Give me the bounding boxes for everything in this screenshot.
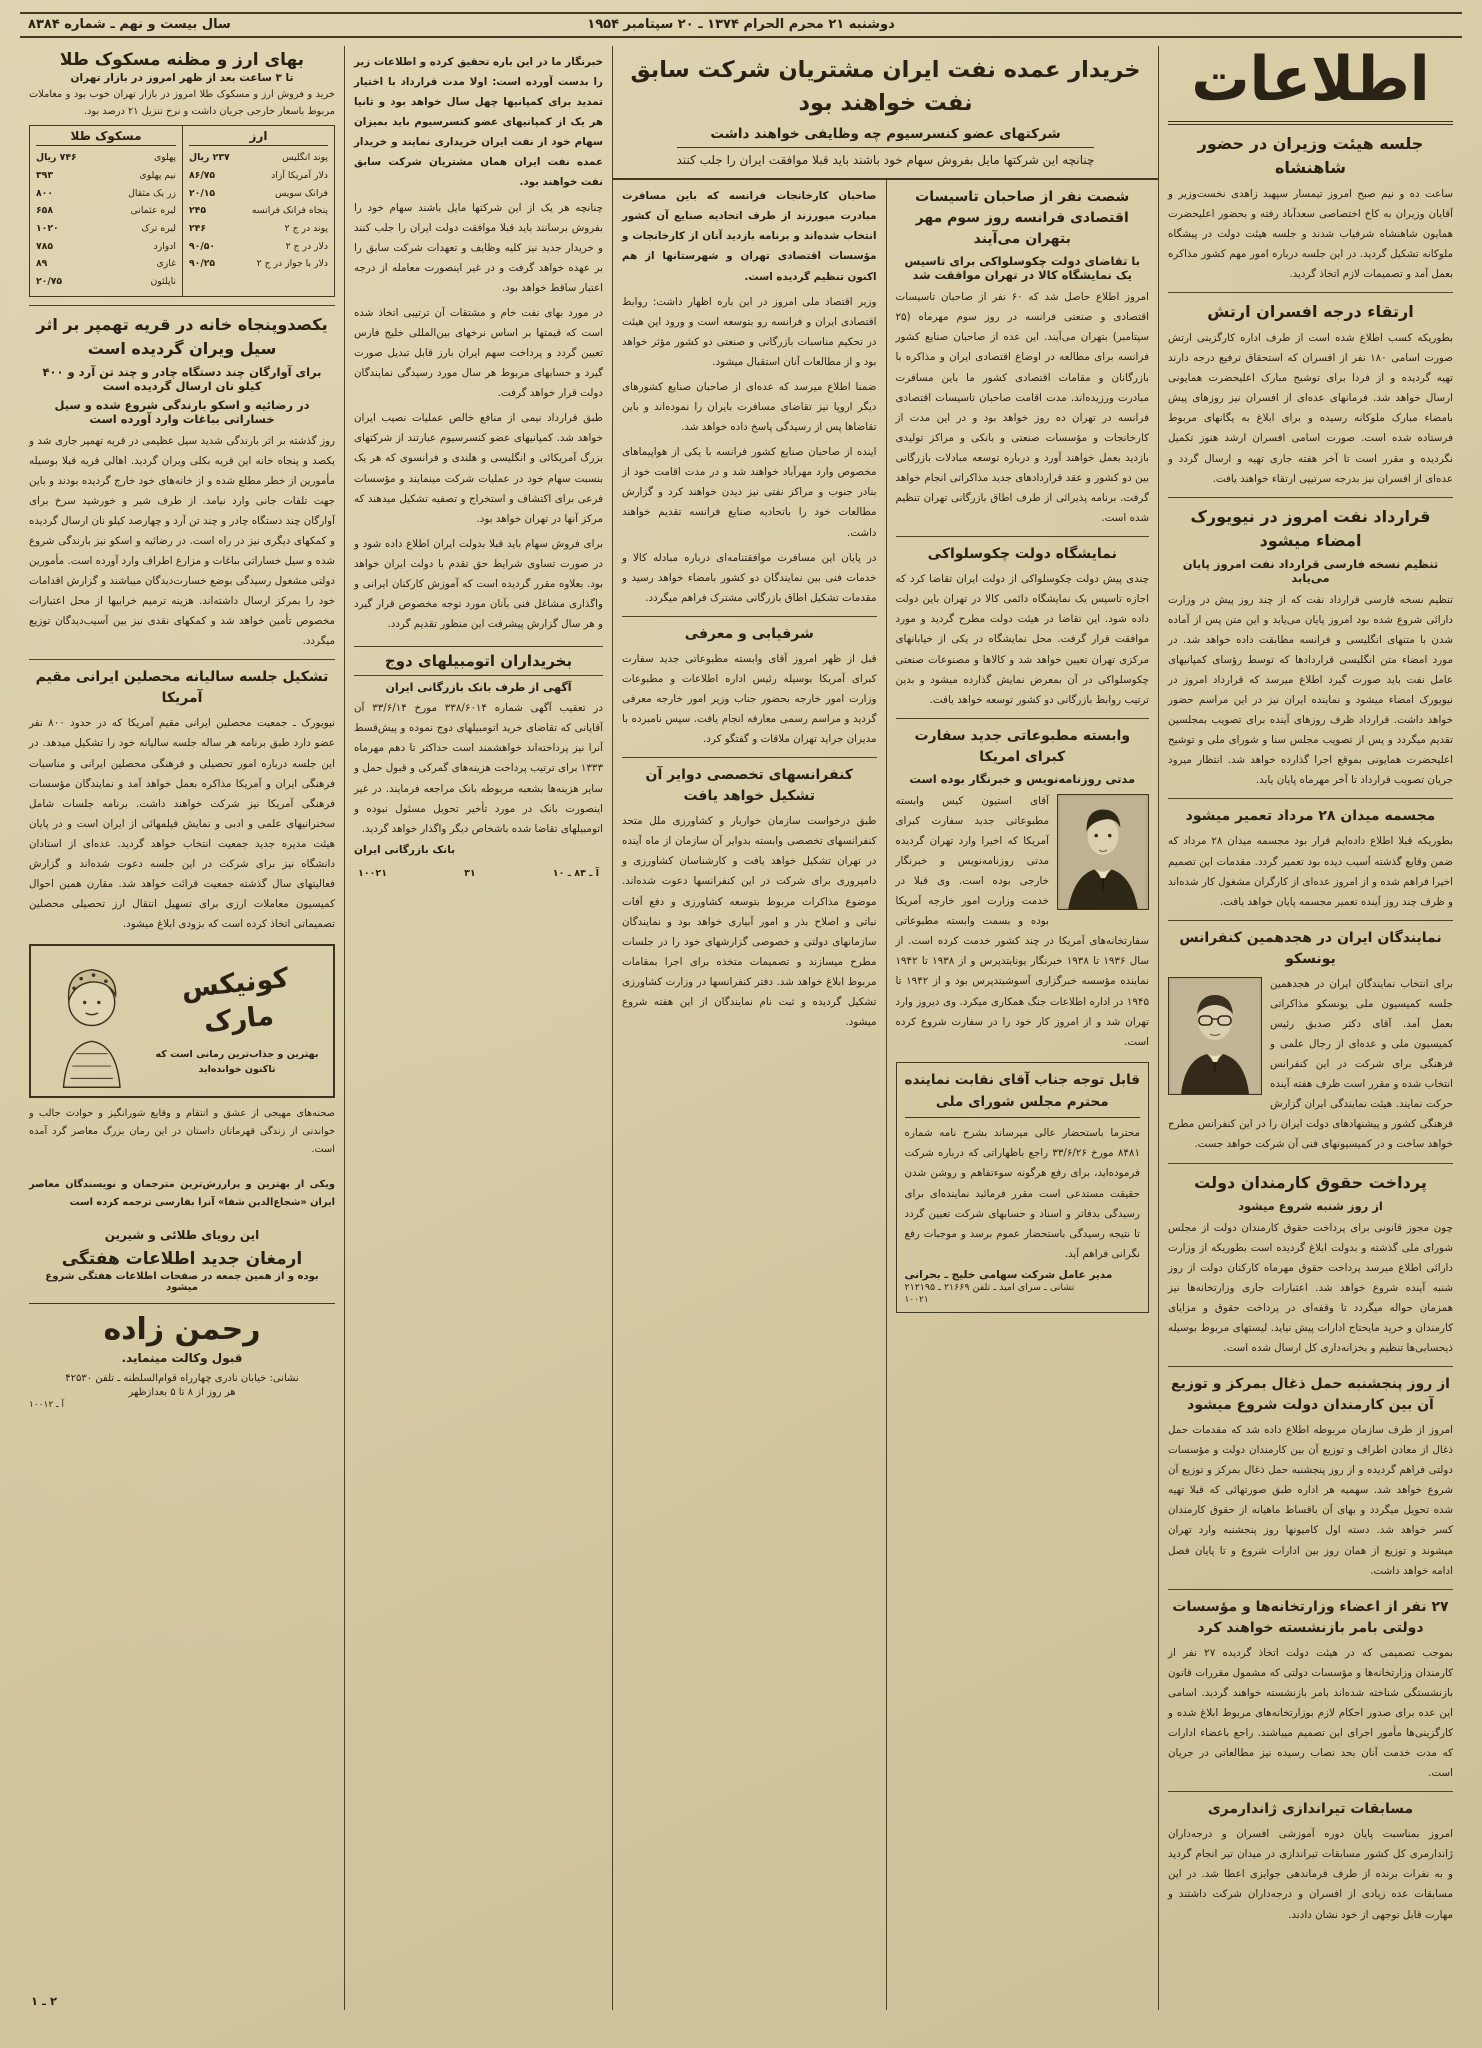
article-subtitle-2: در رضائیه و اسکو بارندگی شروع شده و سیل خساراتی بباغات وارد آورده است [54,397,310,426]
man-with-glasses-portrait [1169,978,1261,1094]
article-title: ۲۷ نفر از اعضاء وزارتخانه‌ها و مؤسسات دولتی بامر بازنشسته خواهند کرد [1172,1598,1449,1636]
novel-promo-paragraph: صحنه‌های مهیجی از عشق و انتقام و وقایع شورانگیز و حوادث جالب و خواندنی از زندگی قهرمانان داستان در این رمان بزرگ معاصر گرد آمده است. [29,1108,335,1156]
price-row [36,255,176,273]
middle-paragraph: اینده از صاحبان صنایع کشور فرانسه با یکی از هواپیماهای مخصوص وارد مهرآباد خواهند شد و در مدت اقامت خود از بنادر جنوب و مراکز نفتی نیز دیدن خواهند کرد و گزارش مطالعات خود را باتحادیه صنایع فرانسه تقدیم خواهند داشت. [622,446,877,539]
article-body: قبل از ظهر امروز آقای وابسته مطبوعاتی جدید سفارت کبرای آمریکا بوسیله رئیس اداره اطلاعات و مطبوعات وزارت امور خارجه بحضور جناب وزیر امور خارجه معرفی گردید و مراسم رسمی معارفه انجام یافت. سپس نامبرده با مدیران جراید تهران ملاقات و گفتگو کرد. [622,652,877,746]
article-body: چون مجوز قانونی برای پرداخت حقوق کارمندان دولت از مجلس شورای ملی گذشته و بدولت ابلاغ گردیده است بطوریکه از وزارت دارائی اطلاع میرسد پرداخت حقوق مهرماه کارکنان دولت از روز شنبه آینده شروع خواهد شد. اعتبارات جاری وزارتخانه‌ها نیز همزمان حواله میگردد تا وقفه‌ای در پرداخت حقوق و مزایای کارمندان و خرید مایحتاج ادارات پیش نیاید. لیستهای مربوط بوسیله ذیحسابی‌ها تنظیم و بخزانه‌داری کل ارسال شده است. [1168,1221,1453,1354]
article-retirements [1168,1589,1453,1784]
notice-ad-code: ۱۰۰۲۱ [904,1294,929,1305]
article-title: مجسمه میدان ۲۸ مرداد تعمیر میشود [1185,808,1436,825]
novel-title-calligraphy: کونیکس مارک [179,962,291,1039]
price-row [189,185,328,203]
ad-codes-row [354,868,603,879]
price-value: ۷۸۵ [36,240,54,252]
novel-promo-box [29,944,335,1098]
price-row [189,202,328,220]
masthead-title: اطلاعات [1191,46,1430,116]
article-subtitle: از روز شنبه شروع میشود [1238,1198,1383,1213]
article-body: برای انتخاب نمایندگان ایران در هجدهمین جلسه کمیسیون ملی یونسکو مذاکراتی بعمل آمد. آقای دکتر صدیق رئیس کمیسیون ملی و عده‌ای از رجال علمی و فرهنگی برای شرکت در این کنفرانس انتخاب شده و مقرر است ظرف هفته آینده حرکت نمایند. هیئت نمایندگی ایران گزارش فرهنگی کشور و پیشنهادهای دولت ایران را در این کنفرانس مطرح خواهد ساخت و در کمیسیونهای فنی آن شرکت خواهد جست. [1168,977,1453,1151]
ad-code: ۳۱ [464,867,476,879]
weekly-ettelaat-promo-body: بوده و از همین جمعه در صفحات اطلاعات هفتگی شروع میشود [45,1271,319,1294]
price-name: فرانک سویس [274,187,328,199]
article-body: بطوریکه قبلا اطلاع داده‌ایم قرار بود مجسمه میدان ۲۸ مرداد که ضمن وقایع گذشته آسیب دیده بود تعمیر گردد. مقدمات این تصمیم اخیرا فراهم شده و از امروز عده‌ای از کارگران مشغول کار شده‌اند و ظرف چند روز آینده تعمیر مجسمه پایان خواهد یافت. [1168,835,1453,908]
middle-paragraph: صاحبان کارخانجات فرانسه که باین مسافرت مبادرت میورزند از طرف اتحادیه صنایع آن کشور انتخاب شده‌اند و برنامه بازدید آنان از کارخانجات و مؤسسات اقتصادی تهران و شهرستانها از هم اکنون تنظیم گردیده است. [622,190,877,283]
article-title: قرارداد نفت امروز در نیویورک امضاء میشود [1190,506,1431,550]
column-middle-center [613,180,886,2010]
article-unesco-delegates [1168,920,1453,1155]
article-us-press-attache [896,718,1150,1052]
prices-title: بهای ارز و مظنه مسکوک طلا [59,50,305,70]
lead-story-title: خریدار عمده نفت ایران مشتریان شرکت سابق نفت خواهند بود [630,57,1141,116]
lead-story-subtitle-2: چنانچه این شرکتها مایل بفروش سهام خود باشند باید قبلا موافقت ایران را جلب کنند [677,147,1095,167]
dodge-ad-signature: بانک بازرگانی ایران [354,843,456,856]
rahmanzadeh-hours: هر روز از ۸ تا ۵ بعدازظهر [128,1386,236,1398]
price-row [36,238,176,256]
lead-story-subtitle-1: شرکتهای عضو کنسرسیوم چه وظایفی خواهند داشت [710,126,1061,143]
novel-promo-text [147,962,327,1077]
middle-paragraph: ضمنا اطلاع میرسد که عده‌ای از صاحبان صنایع کشورهای دیگر اروپا نیز تقاضای مسافرت بایران را نموده‌اند و باین تقاضاها پس از رسیدگی پاسخ داده خواهد شد. [622,380,877,434]
article-title: کنفرانسهای تخصصی دوایر آن تشکیل خواهد یافت [645,767,853,805]
price-row [36,273,176,291]
gold-coins-group [30,126,182,295]
price-value: ۲۳۷ ریال [189,152,230,164]
currency-group-header: ارز [189,129,328,146]
price-value: ۶۵۸ [36,205,54,217]
article-title: مسابقات تیراندازی ژاندارمری [1207,1801,1414,1818]
article-body: روز گذشته بر اثر بارندگی شدید سیل عظیمی در قریه تهمپر جاری شد و یکصد و پنجاه خانه این قریه بکلی ویران گردید. اهالی قریه قبلا بوسیله مأمورین از خطر مطلع شده و از خانه‌های خود خارج گردیده بودند و باین جهت تلفات جانی وارد نیامد. از طرف شیر و خورشید سرخ برای آوارگان چند دستگاه چادر و چند تن آرد و چهارصد کیلو نان ارسال گردیده و کمکهای دیگری نیز در راه است. در رضائیه و اسکو نیز بارندگی شروع شده و سیل خساراتی بباغات و مزارع اطراف وارد آورده است. مأمورین دولتی مشغول رسیدگی بوضع خسارت‌دیدگان میباشند و گزارش اقدامات خود را بمرکز ارسال داشته‌اند. هزینه ترمیم خرابیها از محل اعتبارات مخصوص تأمین خواهد شد و کمکهای نقدی نیز بین آسیب‌دیدگان توزیع میگردد. [29,434,335,648]
woman-illustration [37,952,143,1090]
novel-promo-caption: بهترین و جذاب‌ترین رمانی است که تاکنون خوانده‌اید [155,1048,319,1075]
exchange-rates-table [29,125,335,296]
notice-box-naghabat [896,1062,1150,1313]
oil-story-paragraph: خبرنگار ما در این باره تحقیق کرده و اطلاعات زیر را بدست آورده است: اولا مدت قرارداد با اختیار تمدید برای کمپانیها چهل سال خواهد بود و ثانیا هر یک از کمپانیهای عضو کنسرسیوم باید بمیزان سهام خود از نفت ایران خریداری نمایند و خریدار عمده نفت ایران همان مشتریان شرکت سابق نفت خواهند بود. [354,56,603,189]
article-title: وابسته مطبوعاتی جدید سفارت کبرای امریکا [914,727,1131,765]
article-body: امروز بمناسبت پایان دوره آموزشی افسران و درجه‌داران ژاندارمری کل کشور مسابقات تیراندازی در میدان تیر انجام گردید و به نفرات برنده از طرف فرماندهی جوایزی اعطا شد. در این مسابقات عده زیادی از افسران و درجه‌داران شرکت داشتند و مهارت قابل توجهی از خود نشان دادند. [1168,1828,1453,1921]
price-row [189,167,328,185]
weekly-ettelaat-promo-title: ارمغان جدید اطلاعات هفتگی [61,1249,303,1270]
article-title: شرفیابی و معرفی [684,625,814,642]
article-body: تنظیم نسخه فارسی قرارداد نفت که از چند روز پیش در وزارت دارائی شروع شده بود امروز پایان می‌یابد و این متن پس از آماده شدن با متنهای انگلیسی و فرانسه مطابقت داده خواهد شد. در مورد امضاء متن انگلیسی قراردادها که توسط رؤسای کمپانیهای عامل نفت باید صورت گیرد اطلاع میرسد که قرارداد امروز در نیویورک امضاء میشود و نماینده ایران نیز در این مراسم حضور خواهد داشت. قرارداد ظرف روزهای آینده برای تصویب بمجلسین تقدیم میگردد و پس از تصویب مجلس سنا و شورای ملی و توشیح اعلیحضرت همایونی بموقع اجرا گذارده خواهد شد. انتظار میرود جریان تصویب قرارداد تا آخر مهرماه پایان یابد. [1168,593,1453,787]
oil-story-paragraph: در مورد بهای نفت خام و مشتقات آن ترتیبی اتخاذ شده است که قیمتها بر اساس نرخهای بین‌المللی خلیج فارس تعیین گردد و پرداخت سهم ایران بارز قابل تبدیل صورت گیرد و حسابهای مربوط هر سال مورد رسیدگی نمایندگان دولت قرار خواهد گرفت. [354,306,603,400]
oil-story-paragraph: برای فروش سهام باید قبلا بدولت ایران اطلاع داده شود و در صورت تساوی شرایط حق تقدم با دولت ایران خواهد بود. بعلاوه مقرر گردیده است که آموزش کارکنان ایرانی و واگذاری مشاغل فنی بآنان مورد توجه مخصوص قرار گیرد و هر سال گزارش پیشرفت این منظور تقدیم گردد. [354,537,603,631]
article-body: ساعت ده و نیم صبح امروز تیمسار سپهبد زاهدی نخست‌وزیر و آقایان وزیران به کاخ اختصاصی سعدآباد رفته و بحضور اعلیحضرت همایون شاهنشاه شرفیاب شدند و جلسه هیئت دولت در پیشگاه ملوکانه تشکیل گردید. در این جلسه درباره امور مهم کشور مذاکره بعمل آمد و تصمیمات لازم اتخاذ گردید. [1168,187,1453,280]
price-row [189,238,328,256]
price-name: پهلوی [153,152,176,164]
column-middle-right [886,180,1159,2010]
price-name: پوند در ج ۲ [284,222,328,234]
article-french-industrialists [896,187,1150,528]
article-subtitle: با تقاضای دولت چکوسلواکی برای تاسیس یک نمایشگاه کالا در تهران موافقت شد [904,254,1141,283]
masthead [1168,46,1453,125]
price-row [189,149,328,167]
article-flood-village [29,305,335,652]
column-middle-left [344,46,612,2010]
middle-paragraph: در پایان این مسافرت موافقتنامه‌ای درباره مبادله کالا و خدمات فنی بین نمایندگان دو کشور بامضاء خواهد رسید و مقدمات تشکیل اطاق بازرگانی مشترک فراهم میگردد. [622,551,877,604]
price-name: دلار در ج ۲ [285,240,328,252]
gold-currency-prices [29,50,335,297]
article-body: امروز از طرف سازمان مربوطه اطلاع داده شد که مقدمات حمل ذغال از معادن اطراف و توزیع آن بین کارمندان دولت و مؤسسات دولتی فراهم گردیده و از روز پنجشنبه حمل ذغال بمرکز و توزیع آن شروع خواهد شد. سهمیه هر اداره طبق صورتهائی که قبلا تهیه شده تحویل میگردد و بهای آن باقساط ماهیانه از حقوق کارمندان کسر خواهد شد. دسته اول کامیونها روز پنجشنبه وارد تهران میشوند و توزیع از همان روز بین ادارات شروع و تا پایان فصل ادامه خواهد داشت. [1168,1424,1453,1577]
price-name: لیره ترک [141,222,176,234]
price-value: ۳۹۳ [36,169,54,181]
article-title: یکصدوپنجاه خانه در قریه تهمپر بر اثر سیل ویران گردیده است [36,314,328,358]
middle-column-pair [613,180,1158,2010]
notice-body: محترما باستحضار عالی میرساند بشرح نامه شماره ۸۴۸۱ مورخ ۳۳/۶/۲۶ راجع باظهاراتی که درباره شرکت فرموده‌اید، برای رفع هرگونه سوءتفاهم و روشن شدن حقیقت مستدعی است مقرر فرمائید نماینده‌ای برای رسیدگی بدفاتر و اسناد و حسابهای شرکت تعیین گردد تا نتیجه رسیدگی باستحضار عموم برسد و موجبات رفع نگرانی فراهم آید. [904,1127,1140,1260]
gold-coins-group-header: مسکوک طلا [36,129,176,146]
article-body: چندی پیش دولت چکوسلواکی از دولت ایران تقاضا کرد که اجازه تاسیس یک نمایشگاه دائمی کالا در تهران باین دولت داده شود. این تقاضا در هیئت دولت مطرح گردید و مورد موافقت قرار گرفت. محل نمایشگاه در یکی از خیابانهای مرکزی تهران تعیین خواهد شد و کالاها و مصنوعات صنعتی چکوسلواکی در آن بمعرض نمایش گذارده میشود و بدین ترتیب روابط بازرگانی دو کشور توسعه خواهد یافت. [895,573,1149,706]
price-row [36,167,176,185]
ad-code: آ ـ ۸۳ ـ ۱۰ [552,867,599,879]
dodge-ad-subtitle: آگهی از طرف بانک بازرگانی ایران [385,681,572,695]
article-body: بموجب تصمیمی که در هیئت دولت اتخاذ گردیده ۲۷ نفر از کارمندان وزارتخانه‌ها و مؤسسات دولتی که مشمول مقررات قانون بازنشستگی شناخته شده‌اند بامر بازنشسته خواهند گردید. اسامی این عده برای صدور احکام لازم بوزارتخانه‌های مربوط ابلاغ شده و کارگزینی‌ها مأمور اجرای این تصمیم میباشند. راجع باعضاء ادارات که مدت خدمت آنان بحد نصاب رسیده نیز مطالعاتی در جریان است. [1168,1646,1453,1780]
ad-code: ۱۰۰۲۱ [358,867,388,879]
article-subtitle: مدتی روزنامه‌نویس و خبرنگار بوده است [909,771,1136,786]
price-row [189,255,328,273]
price-name: پوند انگلیس [282,152,328,164]
price-value: ۹۰/۵۰ [189,240,216,252]
price-row [36,149,176,167]
article-army-officers [1168,292,1453,489]
price-value: ۸۰۰ [36,187,54,199]
price-name: نیم پهلوی [139,169,176,181]
page-top-bar [20,12,1462,38]
article-introduction-ceremony [622,616,877,749]
article-title: پرداخت حقوق کارمندان دولت [1194,1172,1427,1192]
price-name: پنجاه فرانک فرانسه [251,205,328,217]
oil-story-paragraph: طبق قرارداد نیمی از منافع خالص عملیات نصیب ایران خواهد شد. کمپانیهای عضو کنسرسیوم عبارتند از شرکتهای بزرگ آمریکائی و انگلیسی و هلندی و فرانسوی که هر یک بنسبت سهام خود در عملیات شرکت مینمایند و مؤسسات فرعی برای اکتشاف و استخراج و تصفیه تشکیل میدهند که مرکز آنها در تهران خواهد بود. [354,412,603,525]
rahmanzadeh-ad [29,1303,335,1410]
article-title: شصت نفر از صاحبان تاسیسات اقتصادی فرانسه روز سوم مهر بتهران می‌آیند [915,189,1130,248]
oil-story-paragraph: چنانچه هر یک از این شرکتها مایل باشند سهام خود را بفروش برسانند باید قبلا موافقت دولت ایران را جلب کنند و خریدار جدید نیز کلیه وظایف و تعهدات شرکت سابق را بر عهده خواهد گرفت و در غیر اینصورت معامله از درجه اعتبار ساقط خواهد بود. [354,201,603,294]
column-right [1158,46,1462,2010]
lead-story-headline-block [613,46,1158,180]
price-value: ۷۴۶ ریال [36,152,77,164]
dodge-ad-title: بخریداران اتومبیلهای دوج [354,646,603,676]
article-statue-repair [1168,798,1453,911]
price-name: ادوارد [153,240,176,252]
date-line: دوشنبه ۲۱ محرم الحرام ۱۳۷۴ ـ ۲۰ سپتامبر ۱۹۵۴ [587,17,895,32]
article-title: نمایندگان ایران در هجدهمین کنفرانس یونسکو [1179,929,1442,967]
article-body: آقای استیون کیس وابسته مطبوعاتی جدید سفارت کبرای آمریکا که اخیرا وارد تهران گردیده مدتی روزنامه‌نویس و خبرنگار خارجی بوده است. وی قبلا در خدمت وزارت امور خارجه آمریکا بوده و بسمت وابسته مطبوعاتی سفارتخانه‌های آمریکا در چند کشور خدمت کرده است. از سال ۱۹۳۶ تا ۱۹۳۸ خبرنگار یونایتدپرس و از ۱۹۳۸ تا ۱۹۴۲ نماینده مؤسسه خبرگزاری آسوشیتدپرس بود و از ۱۹۴۲ تا ۱۹۴۵ در اداره اطلاعات جنگ همکاری میکرد. وی دیروز وارد تهران شد و از امروز کار خود را در سفارت شروع کرده است. [895,794,1149,1048]
article-body: نیویورک ـ جمعیت محصلین ایرانی مقیم آمریکا که در حدود ۸۰۰ نفر عضو دارد طبق برنامه هر ساله جلسه سالیانه خود را تشکیل میدهد. در این جلسه درباره امور تحصیلی و فرهنگی محصلین ایرانی و مناسبات فرهنگی ایران و آمریکا مذاکره بعمل خواهد آمد و نمایندگان مؤسسات فرهنگی آمریکا نیز شرکت خواهند داشت. برنامه جلسات شامل سخنرانیهای علمی و ادبی و نمایش فیلمهائی از ایران است و در پایان هیئت مدیره جدید جمعیت انتخاب خواهد گردید. عده‌ای از استادان دانشگاه نیز برای شرکت در این جلسه دعوت شده‌اند و گزارش فعالیتهای سال گذشته جمعیت قرائت خواهد شد. مقارن همین احوال کمیسیون معاملات ارزی برای تسهیل انتقال ارز تحصیلی محصلین تصمیماتی اتخاذ کرده است که بزودی ابلاغ میشود. [29,717,335,931]
novel-tagline: این رویای طلائی و شیرین [104,1228,260,1243]
article-title: نمایشگاه دولت چکوسلواکی [927,546,1117,563]
article-subtitle: تنظیم نسخه فارسی قرارداد نفت امروز پایان می‌یابد [1182,556,1439,585]
article-coal-distribution [1168,1366,1453,1581]
article-body: طبق درخواست سازمان خواربار و کشاورزی ملل متحد کنفرانسهای تخصصی وابسته بدوایر آن سازمان از ماه آینده در تهران تشکیل خواهد یافت و کارشناسان کشاورزی و دامپروری برای شرکت در این کنفرانسها دعوت شده‌اند. موضوع مذاکرات مربوط بتوسعه کشاورزی و دفع آفات نباتی و اصلاح بذر و امور آبیاری خواهد بود و نمایندگان سازمانهای دولتی و خصوصی گزارشهای خود را در جلسات مطرح میسازند و تصمیمات متخذه برای اجرا بمقامات مربوط ابلاغ خواهد شد. دفتر کنفرانسها در وزارت کشاورزی تشکیل گردیده و ثبت نام نمایندگان از این هفته شروع میشود. [622,815,877,1028]
price-name: دلار آمریکا آزاد [271,169,328,181]
currency-group [182,126,334,295]
issue-info: سال بیست و نهم ـ شماره ۸۳۸۴ [28,17,231,32]
article-gendarmerie-shooting [1168,1791,1453,1924]
article-title: تشکیل جلسه سالیانه محصلین ایرانی مقیم آمریکا [35,669,329,707]
rahmanzadeh-address: نشانی: خیابان نادری چهارراه قوام‌السلطنه ـ تلفن ۴۲۵۳۰ [65,1372,299,1384]
article-body: امروز اطلاع حاصل شد که ۶۰ نفر از صاحبان تاسیسات اقتصادی و صنعتی فرانسه در روز سوم مهرماه (۲۵ سپتامبر) بتهران می‌آیند. این عده از صاحبان صنایع کشور فرانسه برای مطالعه در اوضاع اقتصادی ایران و مذاکره با بازرگانان و مقامات اقتصادی کشور ما باین مسافرت مبادرت ورزیده‌اند. مدت اقامت صاحبان تاسیسات اقتصادی فرانسه در تهران ده روز خواهد بود و در این مدت از کارخانجات و مؤسسات صنعتی و بانکی و مراکز تولیدی بازدید بعمل خواهند آورد و درباره توسعه مبادلات بازرگانی بین دو کشور و عقد قراردادهای جدید مذاکراتی انجام خواهد گرفت. برنامه پذیرائی از طرف اطاق بازرگانی تهران تنظیم شده است. [895,291,1149,525]
article-oil-contract-newyork [1168,497,1453,791]
price-row [189,220,328,238]
page-columns [20,46,1462,2010]
price-value: ۲۴۶ [189,222,207,234]
woman-line-art [37,952,143,1090]
price-value: ۱۰۲۰ [36,222,59,234]
man-in-suit-portrait [1058,795,1148,909]
rahmanzadeh-ad-code: آ ـ ۱۰۰۱۲ [29,1399,65,1410]
article-title: جلسه هیئت وزیران در حضور شاهنشاه [1197,133,1424,177]
column-left [20,46,344,2010]
prices-body: خرید و فروش ارز و مسکوک طلا امروز در بازار تهران خوب بود و معاملات مربوط باسعار خارجی جریان داشت و نرخ تنزیل ۲۱ درصد بود. [29,89,335,117]
article-iranian-students-usa [29,659,335,934]
price-row [36,220,176,238]
article-specialized-conferences [622,757,877,1032]
article-body: بطوریکه کسب اطلاع شده است از طرف اداره کارگزینی ارتش صورت اسامی ۱۸۰ نفر از افسران که استحقاق ترفیع درجه دارند تهیه گردیده و از فردا برای توشیح مبارک اعلیحضرت همایونی ارسال خواهد شد. فرمانهای عده‌ای از افسران نیز روزهای پیش بامضاء مبارک ملوکانه رسیده و برای ابلاغ به یگانهای مربوط فرستاده شده است. صورت اسامی افسران ارشد هنوز تکمیل نگردیده و مقرر است تا آخر هفته جاری تهیه و ارسال گردد و عده‌ای از افسران نیز بدرجه سرتیپی ارتقاء خواهند یافت. [1168,332,1453,485]
price-name: لیره عثمانی [130,205,176,217]
price-row [36,185,176,203]
price-value: ۸۶/۷۵ [189,169,216,181]
dodge-ad-body: در تعقیب آگهی شماره ۳۳۸/۶۰۱۴ مورخ ۳۳/۶/۱۴ آن آقایانی که تقاضای خرید اتومبیلهای دوج نموده و پیش‌قسط آنرا نیز پرداخته‌اند خواهشمند است حداکثر تا دهم مهرماه ۱۳۳۳ برای ترتیب پرداخت هزینه‌های گمرکی و قبول حمل و سایر هزینه‌ها بشعبه مربوطه بانک مراجعه فرمایند. در غیر اینصورت بانک در مورد تأخیر تحویل مسئول نبوده و اتومبیلهای تقاضا شده باشخاص دیگر واگذار خواهد گردید. [354,702,603,835]
price-name: غازی [156,258,176,270]
rahmanzadeh-service-line: قبول وکالت مینماید. [121,1350,243,1365]
notice-signature: مدیر عامل شرکت سهامی خلیج ـ بحرانی [904,1268,1113,1281]
price-value: ۲۴۵ [189,205,207,217]
price-value: ۲۰/۱۵ [189,187,216,199]
article-subtitle-1: برای آوارگان چند دستگاه چادر و چند تن آرد و ۴۰۰ کیلو نان ارسال گردیده است [42,364,322,393]
article-title: ارتقاء درجه افسران ارتش [1207,302,1414,322]
press-attache-photo [1057,794,1149,910]
article-cabinet-meeting [1168,132,1453,284]
price-name: ناپلئون [150,275,176,287]
price-value: ۸۹ [36,258,48,270]
notice-address: نشانی ـ سرای امید ـ تلفن ۲۱۶۶۹ ـ ۲۱۲۱۹۵ [904,1281,1075,1293]
novel-translator-line: ویکی از بهترین و پرارزش‌ترین مترجمان و نویسندگان معاصر ایران «شجاع‌الدین شفا» آنرا بفارسی ترجمه کرده است [29,1179,335,1209]
price-row [36,202,176,220]
price-name: دلار با جواز در ج ۲ [256,258,328,270]
price-value: ۲۰/۷۵ [36,275,63,287]
article-czech-exhibition [896,536,1150,710]
price-name: زر یک مثقال [128,187,176,199]
rahmanzadeh-name: رحمن زاده [103,1312,261,1348]
article-title: از روز پنجشنبه حمل ذغال بمرکز و توزیع آن بین کارمندان دولت شروع میشود [1171,1376,1450,1414]
prices-subtitle: تا ۳ ساعت بعد از ظهر امروز در بازار تهران [70,72,294,84]
column-middle [612,46,1158,2010]
page-marker: ۲ ـ ۱ [31,1994,58,2008]
notice-title: قابل توجه جناب آقای نقابت نماینده محترم مجلس شورای ملی [905,1069,1141,1119]
unesco-delegate-photo [1168,977,1262,1095]
middle-paragraph: وزیر اقتصاد ملی امروز در این باره اظهار داشت: روابط اقتصادی ایران و فرانسه رو بتوسعه است و ورود این هیئت در تحکیم مناسبات بازرگانی و صنعتی دو کشور مؤثر خواهد بود و از مطالعات آنان استقبال میشود. [622,295,877,368]
article-civil-servant-salaries [1168,1163,1453,1359]
price-value: ۹۰/۲۵ [189,258,216,270]
